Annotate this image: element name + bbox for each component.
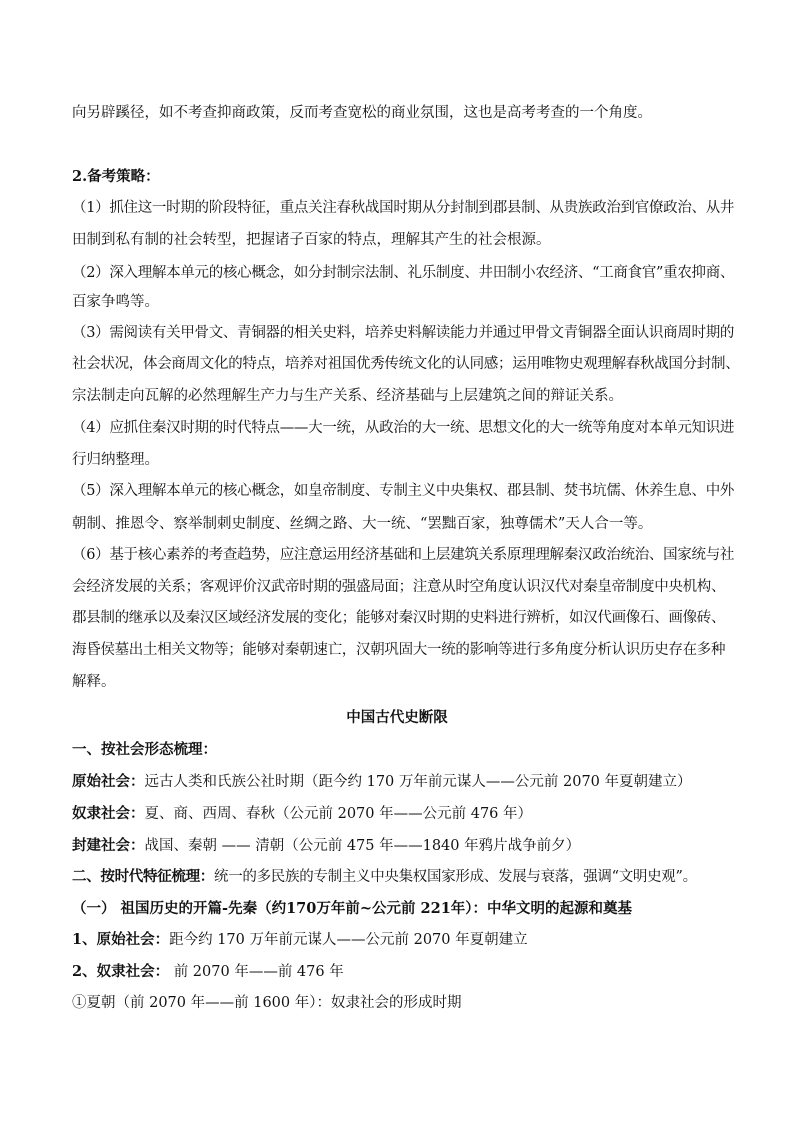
strategy-item-6-line-2: 会经济发展的关系；客观评价汉武帝时期的强盛局面；注意从时空角度认识汉代对秦皇帝制度中央机构、 [72, 579, 726, 595]
slave-text: 夏、商、西周、春秋（公元前 2070 年——公元前 476 年） [144, 806, 533, 822]
strategy-item-6-line-4: 海昏侯墓出土相关文物等；能够对秦朝速亡，汉朝巩固大一统的影响等进行多角度分析认识历史存在多种 [72, 642, 726, 658]
strategy-item-3-line-1: （3）需阅读有关甲骨文、青铜器的相关史料，培养史料解读能力并通过甲骨文青铜器全面认识商周时期的 [72, 325, 735, 341]
slave-label: 奴隶社会： [72, 805, 145, 822]
strategy-item-6-line-5: 解释。 [72, 674, 116, 690]
slave-society-line [72, 804, 732, 824]
section2-label: 二、按时代特征梳理： [72, 868, 214, 885]
item1-label: 1、原始社会： [72, 931, 170, 948]
strategy-item-5-line-2: 朝制、推恩令、察举制刺史制度、丝绸之路、大一统、“罢黜百家，独尊儒术”天人合一等。 [72, 516, 653, 532]
strategy-item-1-line-2: 田制到私有制的社会转型，把握诸子百家的特点，理解其产生的社会根源。 [72, 232, 551, 248]
section-title: 中国古代史断限 [346, 709, 448, 726]
strategy-item-3-line-3: 宗法制走向瓦解的必然理解生产力与生产关系、经济基础与上层建筑之间的辩证关系。 [72, 388, 623, 404]
item2-line [72, 962, 732, 982]
primitive-text: 远古人类和氏族公社时期（距今约 170 万年前元谋人——公元前 2070 年夏朝建立） [144, 774, 692, 790]
feudal-text: 战国、秦朝 —— 清朝（公元前 475 年——1840 年鸦片战争前夕） [144, 838, 581, 854]
strategy-item-2-line-2: 百家争鸣等。 [72, 294, 159, 310]
strategy-item-4-line-1: （4）应抓住秦汉时期的时代特点——大一统，从政治的大一统、思想文化的大一统等角度对本单元知识进 [72, 420, 735, 436]
strategy-item-2-line-1: （2）深入理解本单元的核心概念，如分封制宗法制、礼乐制度、井田制小农经济、“工商食官”重农抑商、 [72, 265, 735, 281]
strategy-item-6-line-3: 郡县制的继承以及秦汉区域经济发展的变化；能够对秦汉时期的史料进行辨析，如汉代画像石、画像砖、 [72, 610, 726, 626]
item2-text: 前 2070 年——前 476 年 [169, 964, 344, 980]
primitive-label: 原始社会： [72, 773, 145, 790]
section2-line [72, 867, 732, 887]
strategy-item-4-line-2: 行归纳整理。 [72, 452, 159, 468]
strategy-item-3-line-2: 社会状况，体会商周文化的特点，培养对祖国优秀传统文化的认同感；运用唯物史观理解春秋战国分封制、 [72, 356, 740, 372]
item1-text: 距今约 170 万年前元谋人——公元前 2070 年夏朝建立 [169, 932, 528, 948]
feudal-society-line [72, 836, 732, 856]
subheading-pre-qin: （一） 祖国历史的开篇-先秦（约170万年前~公元前 221年）：中华文明的起源和奠基 [72, 900, 633, 917]
section1-heading: 一、按社会形态梳理： [72, 741, 217, 758]
strategy-item-5-line-1: （5）深入理解本单元的核心概念，如皇帝制度、专制主义中央集权、郡县制、焚书坑儒、休养生息、中外 [72, 483, 735, 499]
strategy-heading: 2.备考策略： [72, 168, 160, 185]
section2-text: 统一的多民族的专制主义中央集权国家形成、发展与衰落，强调“文明史观”。 [214, 869, 697, 885]
item1-line [72, 930, 732, 950]
feudal-label: 封建社会： [72, 837, 145, 854]
strategy-item-6-line-1: （6）基于核心素养的考查趋势，应注意运用经济基础和上层建筑关系原理理解秦汉政治统治、国家统与社 [72, 547, 735, 563]
strategy-item-1-line-1: （1）抓住这一时期的阶段特征，重点关注春秋战国时期从分封制到郡县制、从贵族政治到官僚政治、从井 [72, 200, 735, 216]
intro-paragraph: 向另辟蹊径，如不考查抑商政策，反而考查宽松的商业氛围，这也是高考考查的一个角度。 [72, 105, 652, 121]
item2-label: 2、奴隶社会： [72, 963, 170, 980]
primitive-society-line [72, 772, 732, 792]
xia-dynasty-line: ①夏朝（前 2070 年——前 1600 年）：奴隶社会的形成时期 [72, 995, 462, 1011]
